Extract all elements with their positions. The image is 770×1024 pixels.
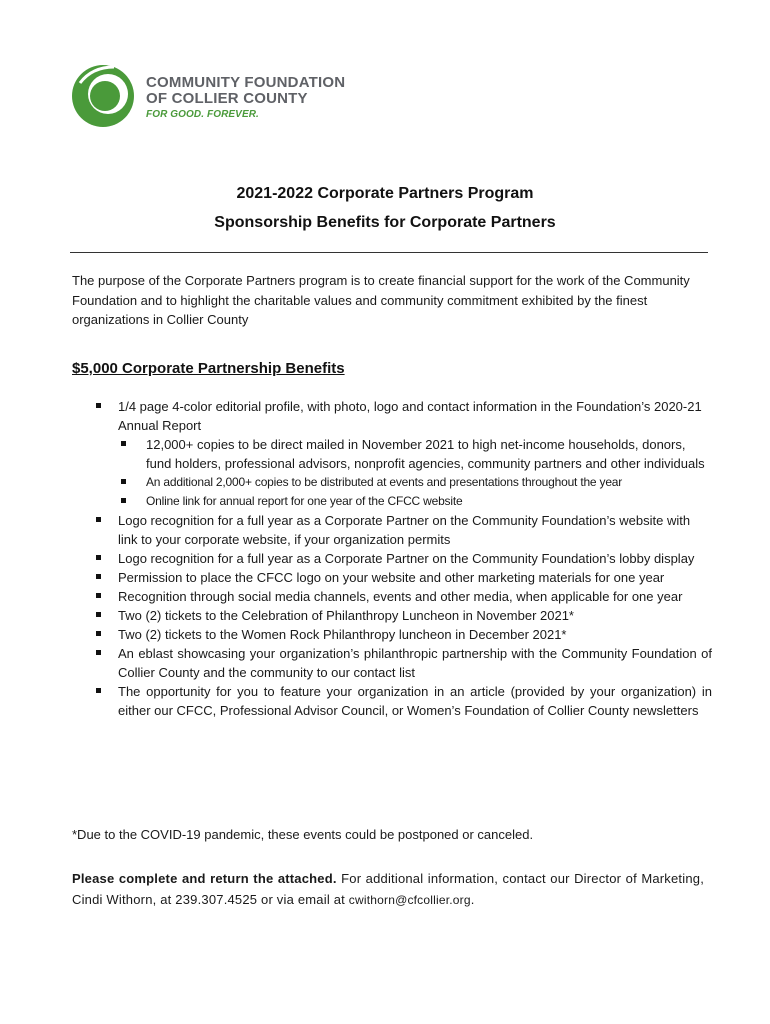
benefit-item: The opportunity for you to feature your organization in an article (provided by your organization) in either our CFCC, Professional Advisor Council, or Women’s Foundation of Collier County newsletters <box>72 682 712 720</box>
benefit-item: Recognition through social media channels, events and other media, when applicable for one year <box>72 587 712 606</box>
benefit-subitem: 12,000+ copies to be direct mailed in November 2021 to high net-income households, donors, fund holders, professional advisors, nonprofit agencies, community partners and other individuals <box>72 435 712 473</box>
benefit-item: Two (2) tickets to the Celebration of Philanthropy Luncheon in November 2021* <box>72 606 712 625</box>
email-link[interactable]: cwithorn@cfcollier.org <box>348 893 471 907</box>
divider <box>70 252 708 253</box>
page-subtitle: Sponsorship Benefits for Corporate Partners <box>214 214 556 231</box>
closing-text: For additional information, contact our Director of Marketing, Cindi Withorn, at 239.307.4525 or via email at <box>72 871 705 907</box>
logo-name-line2: OF COLLIER COUNTY <box>146 90 308 107</box>
closing-end: . <box>470 892 475 907</box>
intro-paragraph: The purpose of the Corporate Partners program is to create financial support for the work of the Community Foundation and to highlight the charitable values and community commitment exhibited by the finest organizations in Collier County <box>72 273 690 327</box>
benefits-list <box>72 397 712 720</box>
benefit-item: Logo recognition for a full year as a Corporate Partner on the Community Foundation’s lobby display <box>72 549 712 568</box>
benefit-subitem: Online link for annual report for one year of the CFCC website <box>72 492 712 511</box>
benefit-item: Logo recognition for a full year as a Corporate Partner on the Community Foundation’s website with link to your corporate website, if your organization permits <box>72 511 712 549</box>
section-heading: $5,000 Corporate Partnership Benefits <box>72 360 345 377</box>
page-title: 2021-2022 Corporate Partners Program <box>236 185 534 202</box>
closing-paragraph <box>72 868 704 911</box>
benefit-item: 1/4 page 4-color editorial profile, with photo, logo and contact information in the Foundation’s 2020-21 Annual Report <box>72 397 712 435</box>
benefit-subitem: An additional 2,000+ copies to be distributed at events and presentations throughout the year <box>72 473 712 492</box>
foundation-logo-icon <box>70 63 136 129</box>
covid-note: *Due to the COVID-19 pandemic, these events could be postponed or canceled. <box>72 827 534 842</box>
benefit-item: Two (2) tickets to the Women Rock Philanthropy luncheon in December 2021* <box>72 625 712 644</box>
logo-name-line1: COMMUNITY FOUNDATION <box>146 74 346 91</box>
logo-tagline: FOR GOOD. FOREVER. <box>146 109 259 120</box>
foundation-logo <box>70 63 345 133</box>
benefit-item: Permission to place the CFCC logo on your website and other marketing materials for one year <box>72 568 712 587</box>
benefit-item: An eblast showcasing your organization’s philanthropic partnership with the Community Foundation of Collier County and the community to our contact list <box>72 644 712 682</box>
closing-bold: Please complete and return the attached. <box>72 871 337 886</box>
